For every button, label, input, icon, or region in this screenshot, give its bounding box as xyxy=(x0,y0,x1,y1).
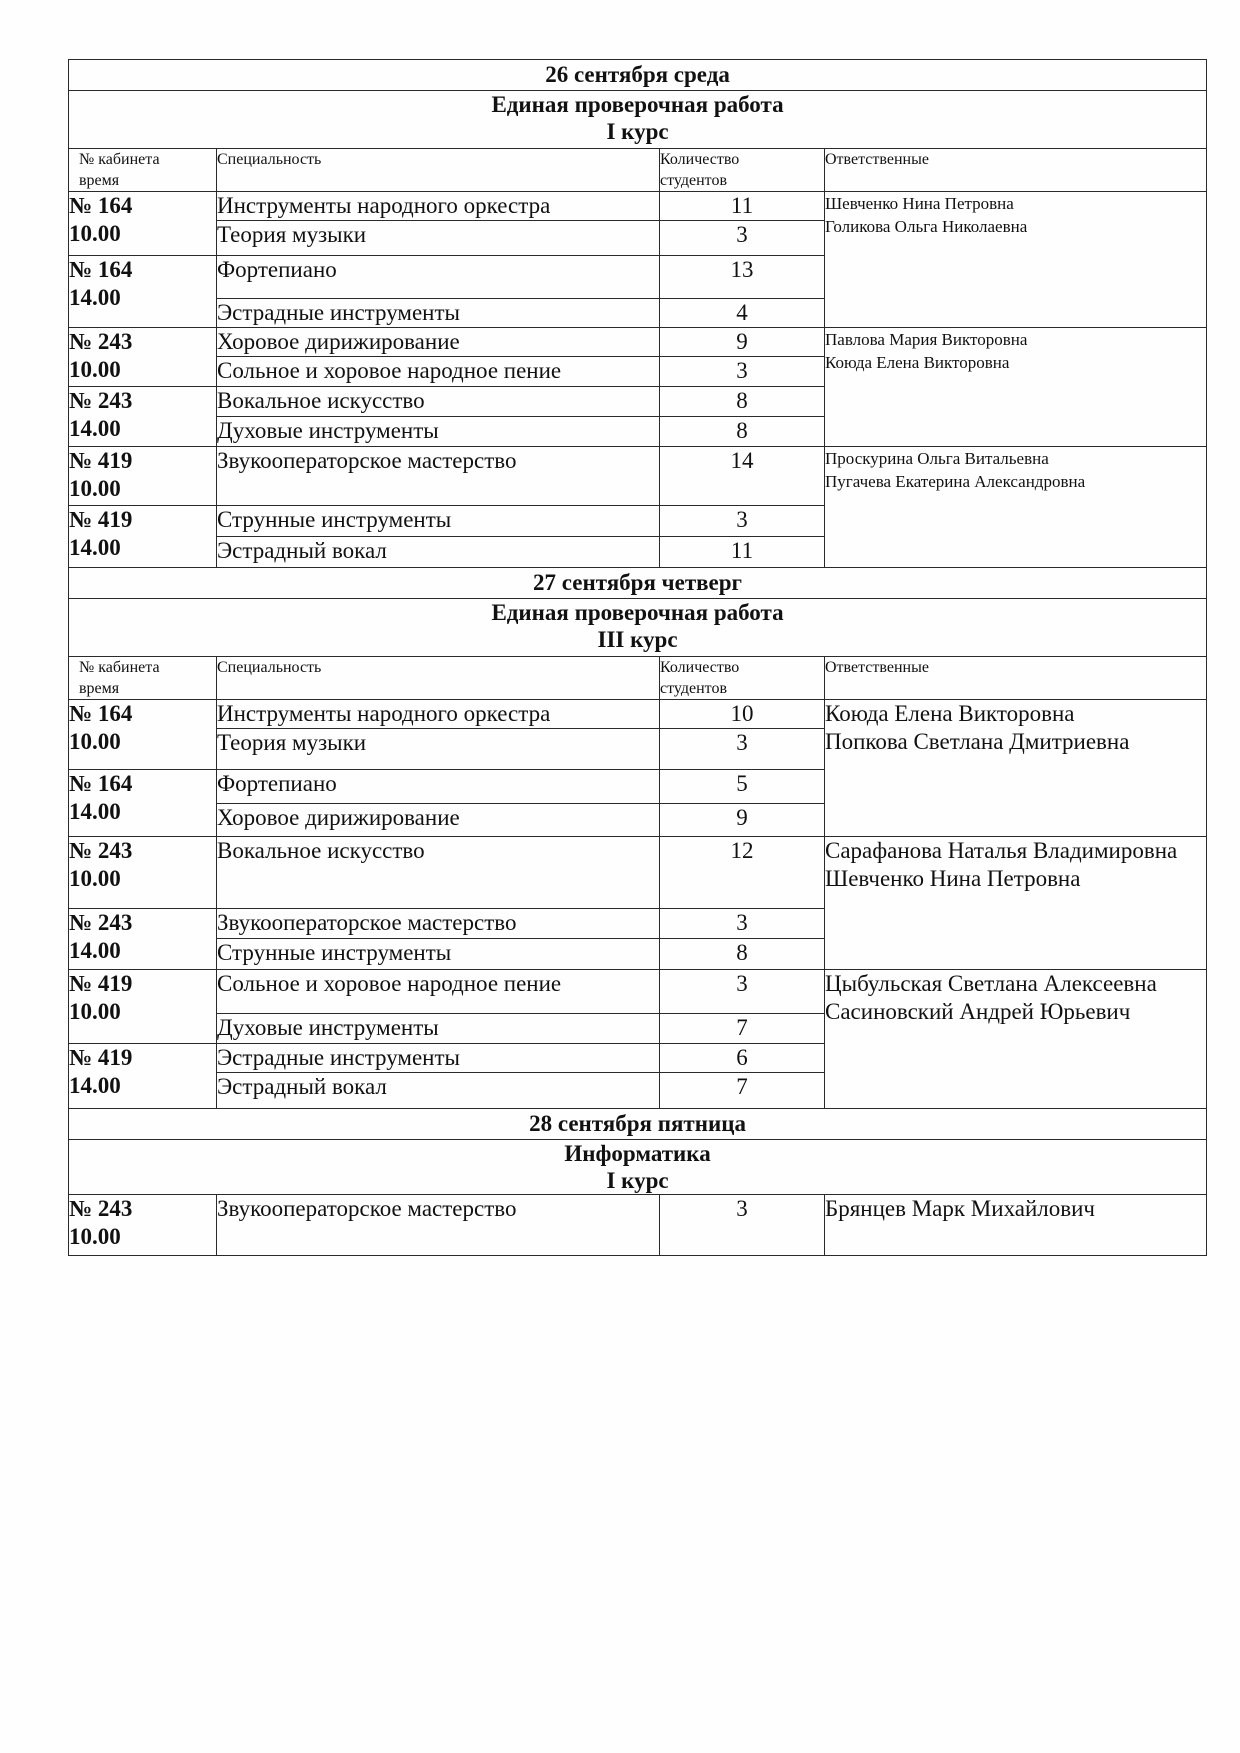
start-time: 14.00 xyxy=(69,416,121,441)
start-time: 10.00 xyxy=(69,221,121,246)
student-count: 9 xyxy=(660,804,825,837)
responsible-cell xyxy=(825,1195,1207,1256)
start-time: 10.00 xyxy=(69,999,121,1024)
responsible-person: Коюда Елена Викторовна xyxy=(825,353,1010,372)
room-time-cell xyxy=(69,1044,217,1109)
start-time: 14.00 xyxy=(69,285,121,310)
start-time: 10.00 xyxy=(69,476,121,501)
table-row xyxy=(69,837,1207,909)
responsible-cell xyxy=(825,447,1207,568)
student-count: 6 xyxy=(660,1044,825,1073)
responsible-person: Сасиновский Андрей Юрьевич xyxy=(825,999,1131,1024)
responsible-cell xyxy=(825,328,1207,447)
room-number: № 419 xyxy=(69,971,133,996)
section-title-row xyxy=(69,91,1207,149)
section-title-row xyxy=(69,1140,1207,1195)
responsible-person: Сарафанова Наталья Владимировна xyxy=(825,838,1178,863)
room-time-cell xyxy=(69,970,217,1044)
specialty-cell: Сольное и хоровое народное пение xyxy=(217,357,660,387)
room-number: № 243 xyxy=(69,388,133,413)
header-room-time: № кабинета время xyxy=(69,149,217,192)
room-number: № 164 xyxy=(69,771,133,796)
start-time: 14.00 xyxy=(69,938,121,963)
section-course: I курс xyxy=(606,119,669,144)
table-row xyxy=(69,192,1207,221)
header-specialty: Специальность xyxy=(217,657,660,700)
specialty-cell: Фортепиано xyxy=(217,256,660,299)
student-count: 13 xyxy=(660,256,825,299)
room-time-cell xyxy=(69,447,217,506)
room-time-cell xyxy=(69,770,217,837)
responsible-cell xyxy=(825,192,1207,328)
table-row xyxy=(69,447,1207,506)
student-count: 3 xyxy=(660,357,825,387)
room-number: № 419 xyxy=(69,507,133,532)
room-number: № 419 xyxy=(69,448,133,473)
schedule-table xyxy=(68,59,1207,1256)
section-date: 26 сентября среда xyxy=(69,60,1207,91)
section-title: Единая проверочная работа xyxy=(491,600,784,625)
section-title: Информатика xyxy=(564,1141,711,1166)
specialty-cell: Вокальное искусство xyxy=(217,387,660,417)
section-date-row xyxy=(69,60,1207,91)
responsible-person: Коюда Елена Викторовна xyxy=(825,701,1075,726)
student-count: 12 xyxy=(660,837,825,909)
student-count: 8 xyxy=(660,387,825,417)
table-row xyxy=(69,700,1207,729)
student-count: 3 xyxy=(660,909,825,939)
student-count: 3 xyxy=(660,506,825,537)
table-row xyxy=(69,1195,1207,1256)
specialty-cell: Звукооператорское мастерство xyxy=(217,447,660,506)
responsible-person: Голикова Ольга Николаевна xyxy=(825,217,1028,236)
student-count: 14 xyxy=(660,447,825,506)
responsible-person: Пугачева Екатерина Александровна xyxy=(825,472,1086,491)
start-time: 10.00 xyxy=(69,1224,121,1249)
room-number: № 164 xyxy=(69,701,133,726)
student-count: 3 xyxy=(660,1195,825,1256)
room-time-cell xyxy=(69,328,217,387)
student-count: 3 xyxy=(660,970,825,1014)
student-count: 4 xyxy=(660,299,825,328)
specialty-cell: Хоровое дирижирование xyxy=(217,804,660,837)
specialty-cell: Эстрадные инструменты xyxy=(217,299,660,328)
responsible-person: Проскурина Ольга Витальевна xyxy=(825,449,1049,468)
room-number: № 243 xyxy=(69,910,133,935)
student-count: 3 xyxy=(660,729,825,770)
student-count: 5 xyxy=(660,770,825,804)
specialty-cell: Струнные инструменты xyxy=(217,939,660,970)
table-row xyxy=(69,970,1207,1014)
section-title: Единая проверочная работа xyxy=(491,92,784,117)
start-time: 10.00 xyxy=(69,866,121,891)
section-date: 27 сентября четверг xyxy=(69,568,1207,599)
section-date-row xyxy=(69,1109,1207,1140)
specialty-cell: Звукооператорское мастерство xyxy=(217,1195,660,1256)
responsible-person: Попкова Светлана Дмитриевна xyxy=(825,729,1130,754)
section-course: III курс xyxy=(597,627,678,652)
student-count: 10 xyxy=(660,700,825,729)
section-date: 28 сентября пятница xyxy=(69,1109,1207,1140)
section-date-row xyxy=(69,568,1207,599)
room-number: № 164 xyxy=(69,193,133,218)
specialty-cell: Эстрадный вокал xyxy=(217,1073,660,1109)
room-number: № 243 xyxy=(69,1196,133,1221)
specialty-cell: Струнные инструменты xyxy=(217,506,660,537)
student-count: 8 xyxy=(660,417,825,447)
room-time-cell xyxy=(69,256,217,328)
student-count: 11 xyxy=(660,537,825,568)
specialty-cell: Вокальное искусство xyxy=(217,837,660,909)
specialty-cell: Духовые инструменты xyxy=(217,417,660,447)
column-header-row xyxy=(69,149,1207,192)
header-responsible: Ответственные xyxy=(825,657,1207,700)
room-time-cell xyxy=(69,909,217,970)
specialty-cell: Инструменты народного оркестра xyxy=(217,192,660,221)
specialty-cell: Звукооператорское мастерство xyxy=(217,909,660,939)
room-number: № 419 xyxy=(69,1045,133,1070)
specialty-cell: Сольное и хоровое народное пение xyxy=(217,970,660,1014)
responsible-person: Цыбульская Светлана Алексеевна xyxy=(825,971,1157,996)
specialty-cell: Эстрадный вокал xyxy=(217,537,660,568)
room-time-cell xyxy=(69,1195,217,1256)
header-responsible: Ответственные xyxy=(825,149,1207,192)
responsible-cell xyxy=(825,837,1207,970)
specialty-cell: Хоровое дирижирование xyxy=(217,328,660,357)
responsible-cell xyxy=(825,700,1207,837)
column-header-row xyxy=(69,657,1207,700)
header-room-time: № кабинета время xyxy=(69,657,217,700)
student-count: 9 xyxy=(660,328,825,357)
room-time-cell xyxy=(69,387,217,447)
header-specialty: Специальность xyxy=(217,149,660,192)
section-title-row xyxy=(69,599,1207,657)
specialty-cell: Инструменты народного оркестра xyxy=(217,700,660,729)
section-course: I курс xyxy=(606,1168,669,1193)
header-count: Количество студентов xyxy=(660,149,825,192)
start-time: 14.00 xyxy=(69,535,121,560)
specialty-cell: Теория музыки xyxy=(217,221,660,256)
header-count: Количество студентов xyxy=(660,657,825,700)
responsible-person: Брянцев Марк Михайлович xyxy=(825,1196,1095,1221)
student-count: 11 xyxy=(660,192,825,221)
room-number: № 243 xyxy=(69,838,133,863)
room-time-cell xyxy=(69,506,217,568)
room-number: № 164 xyxy=(69,257,133,282)
student-count: 7 xyxy=(660,1073,825,1109)
responsible-person: Павлова Мария Викторовна xyxy=(825,330,1028,349)
room-time-cell xyxy=(69,700,217,770)
specialty-cell: Теория музыки xyxy=(217,729,660,770)
start-time: 14.00 xyxy=(69,799,121,824)
specialty-cell: Духовые инструменты xyxy=(217,1014,660,1044)
responsible-person: Шевченко Нина Петровна xyxy=(825,194,1014,213)
start-time: 10.00 xyxy=(69,357,121,382)
start-time: 10.00 xyxy=(69,729,121,754)
student-count: 3 xyxy=(660,221,825,256)
student-count: 8 xyxy=(660,939,825,970)
responsible-person: Шевченко Нина Петровна xyxy=(825,866,1081,891)
room-time-cell xyxy=(69,192,217,256)
responsible-cell xyxy=(825,970,1207,1109)
student-count: 7 xyxy=(660,1014,825,1044)
room-time-cell xyxy=(69,837,217,909)
specialty-cell: Эстрадные инструменты xyxy=(217,1044,660,1073)
specialty-cell: Фортепиано xyxy=(217,770,660,804)
table-row xyxy=(69,328,1207,357)
start-time: 14.00 xyxy=(69,1073,121,1098)
room-number: № 243 xyxy=(69,329,133,354)
